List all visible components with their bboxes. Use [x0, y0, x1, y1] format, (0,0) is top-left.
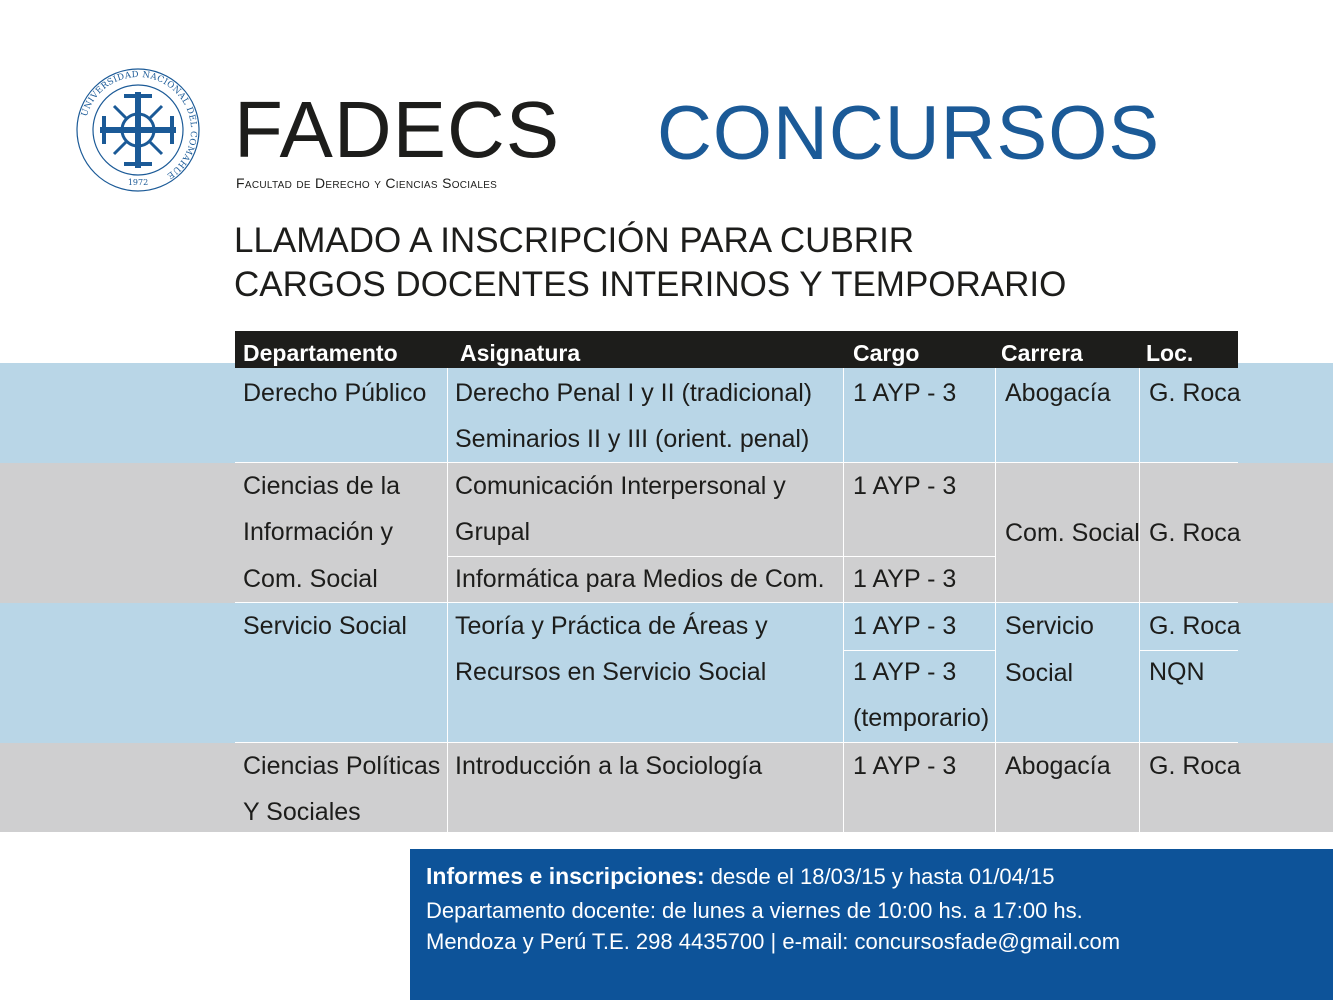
info-line-3: Mendoza y Perú T.E. 298 4435700 | e-mail: concursosfade@gmail.com — [426, 929, 1121, 954]
brand-name: FADECS — [234, 85, 561, 174]
cell-asignatura: Seminarios II y III (orient. penal) — [455, 425, 810, 453]
cell-departamento: Ciencias Políticas — [243, 752, 441, 780]
cell-departamento: Ciencias de la — [243, 472, 401, 500]
grid-line — [447, 368, 448, 832]
cell-loc: G. Roca — [1149, 519, 1241, 547]
cell-cargo: 1 AYP - 3 — [853, 752, 957, 780]
cell-asignatura: Derecho Penal I y II (tradicional) — [455, 379, 813, 407]
header-carrera: Carrera — [1001, 340, 1083, 366]
header-loc: Loc. — [1146, 340, 1194, 366]
cell-carrera: Abogacía — [1005, 752, 1111, 780]
cell-asignatura: Recursos en Servicio Social — [455, 658, 767, 686]
cell-asignatura: Teoría y Práctica de Áreas y — [455, 612, 768, 640]
cell-cargo: 1 AYP - 3 — [853, 379, 957, 407]
header-asignatura: Asignatura — [460, 340, 581, 366]
grid-line — [995, 368, 996, 832]
info-label: Informes e inscripciones: — [426, 863, 705, 889]
university-seal — [74, 66, 202, 194]
cell-carrera: Com. Social — [1005, 519, 1140, 547]
cell-cargo: 1 AYP - 3 — [853, 472, 957, 500]
cell-cargo: 1 AYP - 3 — [853, 565, 957, 593]
cell-departamento: Y Sociales — [243, 798, 361, 826]
grid-line — [843, 368, 844, 832]
call-line-2: CARGOS DOCENTES INTERINOS Y TEMPORARIO — [234, 265, 1067, 304]
cell-cargo: (temporario) — [853, 704, 990, 732]
cell-cargo: 1 AYP - 3 — [853, 612, 957, 640]
cell-asignatura: Grupal — [455, 518, 531, 546]
cell-departamento: Información y — [243, 518, 394, 546]
info-box — [410, 849, 1333, 1000]
cell-departamento: Derecho Público — [243, 379, 427, 407]
cell-carrera: Abogacía — [1005, 379, 1111, 407]
headline: CONCURSOS — [657, 91, 1161, 176]
cell-loc: G. Roca — [1149, 612, 1241, 640]
cell-carrera: Social — [1005, 659, 1074, 687]
cell-carrera: Servicio — [1005, 612, 1094, 640]
seal-ring-text: UNIVERSIDAD NACIONAL DEL COMAHUE — [79, 69, 199, 181]
grid-line — [1139, 368, 1140, 832]
cell-asignatura: Introducción a la Sociología — [455, 752, 763, 780]
cell-loc: NQN — [1149, 658, 1205, 686]
header-departamento: Departamento — [243, 340, 398, 366]
cell-departamento: Servicio Social — [243, 612, 407, 640]
cell-loc: G. Roca — [1149, 379, 1241, 407]
header-cargo: Cargo — [853, 340, 920, 366]
info-dates: desde el 18/03/15 y hasta 01/04/15 — [710, 864, 1055, 889]
cell-cargo: 1 AYP - 3 — [853, 658, 957, 686]
brand-block — [234, 85, 561, 191]
cell-departamento: Com. Social — [243, 565, 378, 593]
seal-cross-icon — [100, 92, 176, 168]
seal-year: 1972 — [127, 178, 149, 187]
cell-asignatura: Comunicación Interpersonal y — [455, 472, 786, 500]
info-line-2: Departamento docente: de lunes a viernes de 10:00 hs. a 17:00 hs. — [426, 898, 1083, 923]
cell-asignatura: Informática para Medios de Com. — [455, 565, 825, 593]
brand-subtitle: Facultad de Derecho y Ciencias Sociales — [236, 175, 498, 191]
cell-loc: G. Roca — [1149, 752, 1241, 780]
call-title — [234, 219, 1066, 307]
call-line-1: LLAMADO A INSCRIPCIÓN PARA CUBRIR — [234, 221, 915, 260]
info-line-1 — [426, 863, 1054, 890]
